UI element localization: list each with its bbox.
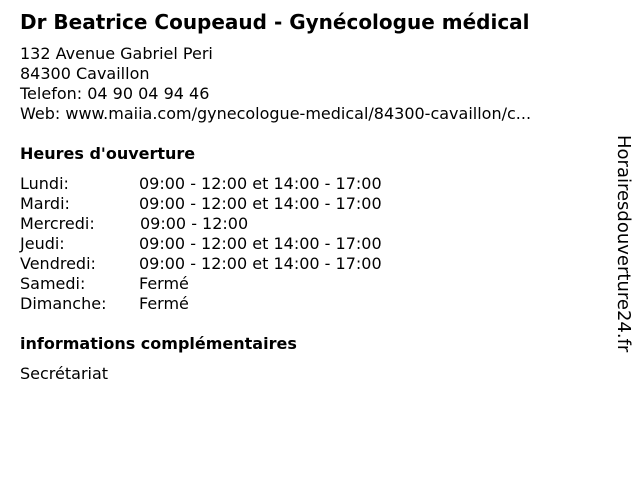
time-value: Fermé	[139, 274, 189, 293]
street-address: 132 Avenue Gabriel Peri	[20, 44, 213, 63]
day-label: Mardi:	[20, 194, 70, 213]
day-label: Dimanche:	[20, 294, 107, 313]
info-heading: informations complémentaires	[20, 334, 297, 353]
city-address: 84300 Cavaillon	[20, 64, 150, 83]
hours-row-mercredi	[20, 214, 249, 234]
hours-row-samedi	[20, 274, 189, 294]
hours-heading: Heures d'ouverture	[20, 144, 196, 163]
opening-hours-list	[20, 174, 382, 314]
time-value: 09:00 - 12:00 et 14:00 - 17:00	[139, 174, 382, 193]
time-value: 09:00 - 12:00 et 14:00 - 17:00	[139, 194, 382, 213]
hours-row-lundi	[20, 174, 382, 194]
day-label: Lundi:	[20, 174, 69, 193]
phone-number: Telefon: 04 90 04 94 46	[20, 84, 210, 103]
time-value: Fermé	[139, 294, 189, 313]
watermark	[612, 135, 636, 375]
hours-row-vendredi	[20, 254, 382, 274]
hours-row-jeudi	[20, 234, 382, 254]
day-label: Mercredi:	[20, 214, 95, 233]
day-label: Vendredi:	[20, 254, 96, 273]
website-line: Web: www.maiia.com/gynecologue-medical/84300-cavaillon/c...	[20, 104, 532, 123]
time-value: 09:00 - 12:00	[140, 214, 249, 233]
hours-row-dimanche	[20, 294, 189, 314]
day-label: Samedi:	[20, 274, 86, 293]
page-title: Dr Beatrice Coupeaud - Gynécologue médical	[20, 10, 530, 34]
time-value: 09:00 - 12:00 et 14:00 - 17:00	[139, 254, 382, 273]
address-block	[20, 44, 531, 124]
watermark-text: Horairesdouverture24.fr	[613, 135, 634, 353]
day-label: Jeudi:	[20, 234, 65, 253]
time-value: 09:00 - 12:00 et 14:00 - 17:00	[139, 234, 382, 253]
hours-row-mardi	[20, 194, 382, 214]
info-text: Secrétariat	[20, 364, 109, 383]
